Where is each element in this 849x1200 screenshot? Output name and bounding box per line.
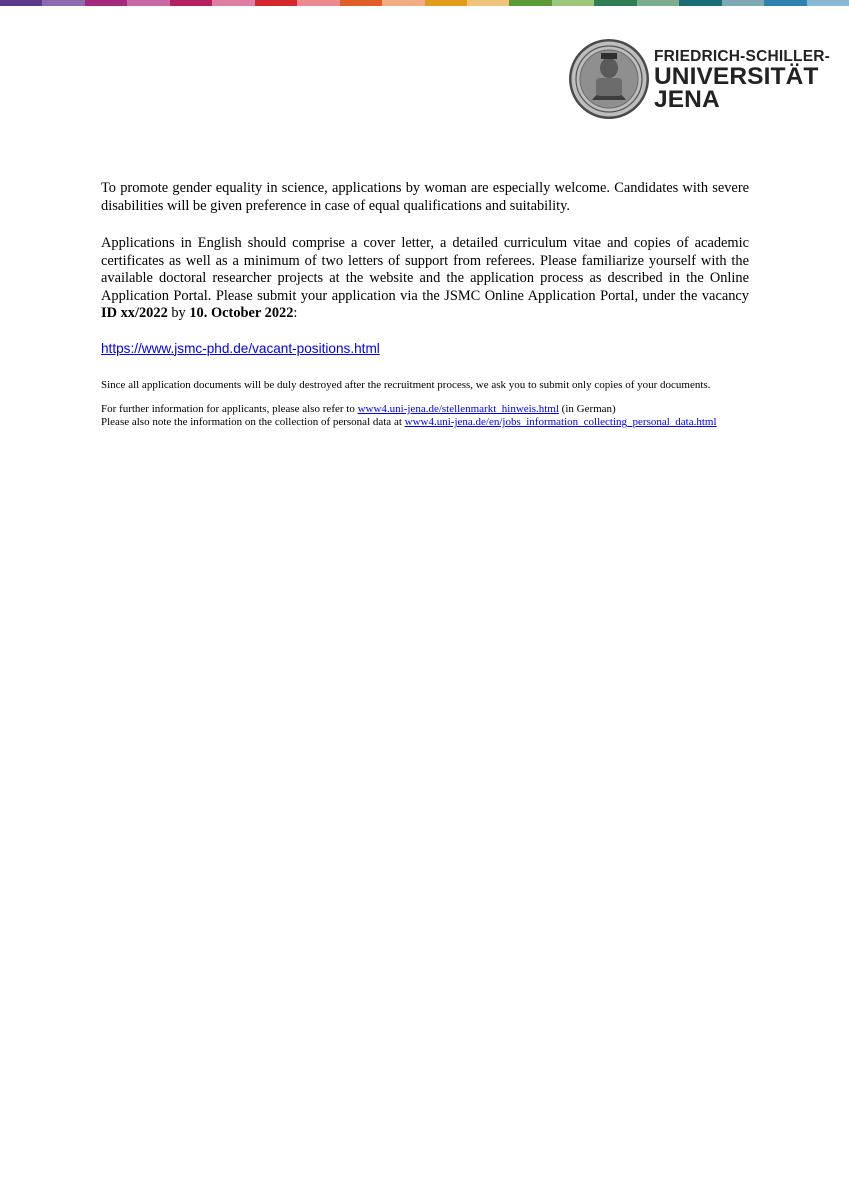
university-logo (568, 38, 838, 128)
portal-link[interactable]: https://www.jsmc-phd.de/vacant-positions.html (101, 340, 380, 356)
wordmark-line-2: UNIVERSITÄT (654, 63, 819, 90)
color-strip-segment (85, 0, 127, 6)
application-text: Applications in English should comprise a cover letter, a detailed curriculum vitae and copies of academic certificates as well as a minimum of two letters of support from referees. Please familiarize yourself with the available doctoral researcher projects at the website and the application process as described in the Online Application Portal. Please submit your application via the JSMC Online Application Portal, under the vacancy (101, 235, 749, 304)
personal-data-prefix: Please also note the information on the collection of personal data at (101, 416, 405, 429)
further-info-prefix: For further information for applicants, please also refer to (101, 402, 358, 415)
application-paragraph (101, 235, 749, 323)
color-strip-segment (807, 0, 849, 6)
vacancy-id: ID xx/2022 (101, 305, 168, 321)
color-strip (0, 0, 849, 6)
color-strip-segment (340, 0, 382, 6)
university-seal-icon (568, 38, 650, 120)
color-strip-segment (764, 0, 806, 6)
color-strip-segment (679, 0, 721, 6)
documents-destroy-note: Since all application documents will be duly destroyed after the recruitment process, we ask you to submit only copies of your documents. (101, 378, 711, 391)
color-strip-segment (722, 0, 764, 6)
wordmark-line-1: FRIEDRICH-SCHILLER- (654, 48, 831, 65)
university-wordmark (654, 48, 830, 111)
color-strip-segment (0, 0, 42, 6)
color-strip-segment (637, 0, 679, 6)
color-strip-segment (467, 0, 509, 6)
color-strip-segment (42, 0, 84, 6)
color-strip-segment (212, 0, 254, 6)
color-strip-segment (552, 0, 594, 6)
color-strip-segment (170, 0, 212, 6)
color-strip-segment (425, 0, 467, 6)
wordmark-line-3: JENA (654, 86, 720, 113)
deadline-date: 10. October 2022 (189, 305, 294, 321)
color-strip-segment (255, 0, 297, 6)
document-body (101, 180, 749, 430)
by-text: by (167, 305, 190, 321)
further-info-suffix: (in German) (558, 402, 616, 415)
stellenmarkt-link[interactable]: www4.uni-jena.de/stellenmarkt_hinweis.html (357, 402, 559, 415)
color-strip-segment (382, 0, 424, 6)
equality-paragraph: To promote gender equality in science, applications by woman are especially welcome. Candidates with severe disabilities will be given preference in case of equal qualifications and suitability. (101, 180, 749, 214)
color-strip-segment (594, 0, 636, 6)
color-strip-segment (509, 0, 551, 6)
personal-data-link[interactable]: www4.uni-jena.de/en/jobs_information_collecting_personal_data.html (404, 416, 717, 429)
color-strip-segment (297, 0, 339, 6)
colon: : (293, 305, 298, 321)
portal-link-block (101, 341, 749, 356)
color-strip-segment (127, 0, 169, 6)
further-info-note (101, 403, 749, 430)
